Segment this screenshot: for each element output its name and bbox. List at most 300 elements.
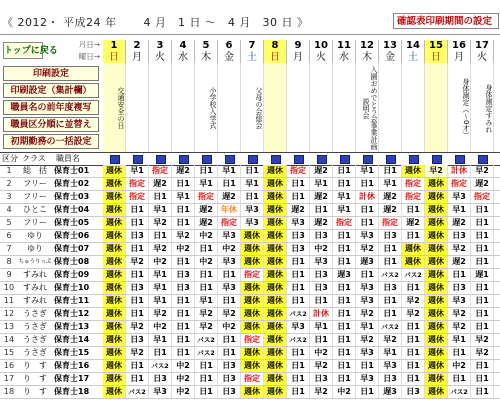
shift-cell[interactable]: 日1 bbox=[149, 191, 172, 203]
shift-cell[interactable]: 早1 bbox=[149, 204, 172, 216]
shift-cell[interactable]: 週休 bbox=[264, 373, 287, 385]
shift-cell[interactable]: 日3 bbox=[126, 334, 149, 346]
shift-cell[interactable]: 遅2 bbox=[195, 217, 218, 229]
shift-cell[interactable]: 週休 bbox=[264, 204, 287, 216]
shift-cell[interactable]: 遅2 bbox=[310, 191, 333, 203]
shift-cell[interactable]: 早1 bbox=[310, 178, 333, 190]
shift-cell[interactable]: 早1 bbox=[448, 334, 471, 346]
shift-cell[interactable]: 遅3 bbox=[356, 256, 379, 268]
shift-cell[interactable]: 早2 bbox=[402, 308, 425, 320]
shift-cell[interactable]: 日1 bbox=[172, 321, 195, 333]
shift-cell[interactable]: 早2 bbox=[149, 217, 172, 229]
shift-cell[interactable]: 遅2 bbox=[471, 178, 494, 190]
shift-cell[interactable]: 週休 bbox=[264, 308, 287, 320]
shift-cell[interactable]: 日1 bbox=[241, 165, 264, 177]
shift-cell[interactable]: 中2 bbox=[195, 256, 218, 268]
shift-cell[interactable]: 遅2 bbox=[195, 204, 218, 216]
shift-cell[interactable]: 日1 bbox=[126, 373, 149, 385]
shift-cell[interactable]: 中2 bbox=[172, 360, 195, 372]
shift-cell[interactable]: 早2 bbox=[149, 243, 172, 255]
shift-cell[interactable]: 週休 bbox=[264, 165, 287, 177]
shift-cell[interactable]: 早2 bbox=[448, 308, 471, 320]
shift-cell[interactable]: 指定 bbox=[126, 191, 149, 203]
shift-cell[interactable]: 日1 bbox=[333, 308, 356, 320]
shift-cell[interactable]: 週休 bbox=[241, 282, 264, 294]
shift-cell[interactable]: 週休 bbox=[103, 256, 126, 268]
shift-cell[interactable]: 早2 bbox=[126, 321, 149, 333]
shift-cell[interactable]: 早2 bbox=[126, 256, 149, 268]
shift-cell[interactable]: 早2 bbox=[471, 347, 494, 359]
class-cell[interactable]: り す bbox=[23, 374, 47, 383]
shift-cell[interactable]: 日1 bbox=[448, 269, 471, 281]
shift-cell[interactable]: 中2 bbox=[218, 321, 241, 333]
shift-cell[interactable]: 週休 bbox=[103, 373, 126, 385]
event-cell-2[interactable] bbox=[126, 63, 149, 153]
shift-cell[interactable]: 週休 bbox=[402, 243, 425, 255]
shift-cell[interactable]: 早3 bbox=[356, 373, 379, 385]
shift-cell[interactable]: 日1 bbox=[126, 308, 149, 320]
shift-cell[interactable]: 週休 bbox=[103, 308, 126, 320]
shift-cell[interactable]: 週休 bbox=[264, 178, 287, 190]
shift-cell[interactable]: 週休 bbox=[425, 347, 448, 359]
shift-cell[interactable]: 週休 bbox=[103, 347, 126, 359]
shift-cell[interactable]: 週休 bbox=[103, 386, 126, 398]
shift-cell[interactable]: 日1 bbox=[195, 360, 218, 372]
class-cell[interactable]: ゆり bbox=[27, 231, 43, 240]
class-cell[interactable]: り す bbox=[23, 387, 47, 396]
shift-cell[interactable]: 週休 bbox=[103, 165, 126, 177]
shift-cell[interactable]: 中2 bbox=[448, 360, 471, 372]
shift-cell[interactable]: 指定 bbox=[126, 178, 149, 190]
shift-cell[interactable]: 週休 bbox=[264, 243, 287, 255]
column-setting-icon[interactable] bbox=[133, 155, 143, 164]
shift-cell[interactable]: 週休 bbox=[264, 295, 287, 307]
shift-cell[interactable]: 早3 bbox=[287, 321, 310, 333]
shift-cell[interactable]: 日1 bbox=[379, 295, 402, 307]
shift-cell[interactable]: 早2 bbox=[172, 230, 195, 242]
shift-cell[interactable]: 日1 bbox=[356, 386, 379, 398]
shift-cell[interactable]: 遅2 bbox=[379, 204, 402, 216]
shift-cell[interactable]: 中2 bbox=[172, 386, 195, 398]
shift-cell[interactable]: 日1 bbox=[333, 347, 356, 359]
shift-cell[interactable]: 日1 bbox=[126, 295, 149, 307]
shift-cell[interactable]: 週休 bbox=[425, 269, 448, 281]
shift-cell[interactable]: 日1 bbox=[471, 321, 494, 333]
shift-cell[interactable]: 週休 bbox=[425, 295, 448, 307]
shift-cell[interactable]: 早1 bbox=[333, 191, 356, 203]
staff-name-cell[interactable]: 保育士07 bbox=[54, 244, 90, 253]
shift-cell[interactable]: 日1 bbox=[471, 295, 494, 307]
shift-cell[interactable]: 日1 bbox=[195, 386, 218, 398]
class-cell[interactable]: フリー bbox=[23, 179, 47, 188]
shift-cell[interactable]: パス2 bbox=[287, 308, 310, 320]
shift-cell[interactable]: 日1 bbox=[333, 334, 356, 346]
shift-cell[interactable]: 日1 bbox=[172, 347, 195, 359]
shift-cell[interactable]: 日1 bbox=[402, 347, 425, 359]
shift-cell[interactable]: 日1 bbox=[379, 243, 402, 255]
shift-cell[interactable]: 週休 bbox=[264, 269, 287, 281]
shift-cell[interactable]: 日1 bbox=[287, 347, 310, 359]
staff-name-cell[interactable]: 保育士17 bbox=[54, 374, 90, 383]
shift-cell[interactable]: 日1 bbox=[333, 243, 356, 255]
shift-cell[interactable]: 早3 bbox=[310, 256, 333, 268]
event-cell-9[interactable] bbox=[287, 63, 310, 153]
shift-cell[interactable]: 指定 bbox=[287, 165, 310, 177]
shift-cell[interactable]: 日3 bbox=[149, 373, 172, 385]
shift-cell[interactable]: 週休 bbox=[103, 360, 126, 372]
shift-cell[interactable]: 週休 bbox=[425, 360, 448, 372]
shift-cell[interactable]: 遅2 bbox=[149, 178, 172, 190]
class-cell[interactable]: り す bbox=[23, 361, 47, 370]
shift-cell[interactable]: 週休 bbox=[425, 243, 448, 255]
shift-cell[interactable]: パス2 bbox=[126, 386, 149, 398]
shift-cell[interactable]: 指定 bbox=[379, 217, 402, 229]
shift-cell[interactable]: 週休 bbox=[425, 334, 448, 346]
shift-cell[interactable]: 日3 bbox=[218, 386, 241, 398]
shift-cell[interactable]: パス2 bbox=[379, 321, 402, 333]
column-setting-icon[interactable] bbox=[156, 155, 166, 164]
shift-cell[interactable]: 日3 bbox=[310, 230, 333, 242]
shift-cell[interactable]: 日3 bbox=[172, 269, 195, 281]
staff-name-cell[interactable]: 保育士11 bbox=[54, 296, 90, 305]
shift-cell[interactable]: 日1 bbox=[287, 373, 310, 385]
shift-cell[interactable]: 日1 bbox=[241, 191, 264, 203]
shift-cell[interactable]: 日1 bbox=[195, 269, 218, 281]
shift-cell[interactable]: 日3 bbox=[218, 360, 241, 372]
shift-cell[interactable]: 早1 bbox=[195, 295, 218, 307]
shift-cell[interactable]: 中2 bbox=[149, 321, 172, 333]
shift-cell[interactable]: 日3 bbox=[126, 282, 149, 294]
shift-cell[interactable]: 早3 bbox=[287, 217, 310, 229]
shift-cell[interactable]: 日1 bbox=[218, 295, 241, 307]
shift-cell[interactable]: 日1 bbox=[287, 295, 310, 307]
shift-cell[interactable]: 早2 bbox=[195, 321, 218, 333]
class-cell[interactable]: フリー bbox=[23, 192, 47, 201]
shift-cell[interactable]: 早2 bbox=[356, 334, 379, 346]
shift-cell[interactable]: 日3 bbox=[218, 373, 241, 385]
shift-cell[interactable]: 日1 bbox=[195, 243, 218, 255]
shift-cell[interactable]: 早1 bbox=[126, 165, 149, 177]
shift-cell[interactable]: 日1 bbox=[126, 360, 149, 372]
shift-cell[interactable]: 中2 bbox=[310, 347, 333, 359]
shift-cell[interactable]: 日1 bbox=[471, 217, 494, 229]
shift-cell[interactable]: 日1 bbox=[379, 256, 402, 268]
shift-cell[interactable]: 遅2 bbox=[218, 191, 241, 203]
shift-cell[interactable]: 指定 bbox=[402, 191, 425, 203]
shift-cell[interactable]: 週休 bbox=[264, 191, 287, 203]
shift-cell[interactable]: 早1 bbox=[333, 204, 356, 216]
event-cell-4[interactable] bbox=[172, 63, 195, 153]
shift-cell[interactable]: 早2 bbox=[356, 308, 379, 320]
staff-name-cell[interactable]: 保育士09 bbox=[54, 270, 90, 279]
shift-cell[interactable]: 日1 bbox=[172, 204, 195, 216]
staff-name-cell[interactable]: 保育士01 bbox=[54, 166, 90, 175]
event-cell-10[interactable] bbox=[310, 63, 333, 153]
shift-cell[interactable]: 週休 bbox=[241, 256, 264, 268]
shift-cell[interactable]: 週休 bbox=[241, 243, 264, 255]
shift-cell[interactable]: 早1 bbox=[379, 347, 402, 359]
shift-cell[interactable]: 日3 bbox=[379, 230, 402, 242]
shift-cell[interactable]: 日1 bbox=[333, 282, 356, 294]
shift-cell[interactable]: 早1 bbox=[379, 178, 402, 190]
print-period-button[interactable]: 確認表印刷期間の設定 bbox=[393, 13, 499, 29]
shift-cell[interactable]: 日1 bbox=[333, 360, 356, 372]
staff-name-cell[interactable]: 保育士14 bbox=[54, 335, 90, 344]
shift-cell[interactable]: 日1 bbox=[218, 269, 241, 281]
shift-cell[interactable]: 早2 bbox=[402, 295, 425, 307]
class-cell[interactable]: すみれ bbox=[23, 270, 47, 279]
shift-cell[interactable]: 遅2 bbox=[448, 256, 471, 268]
shift-cell[interactable]: 指定 bbox=[241, 334, 264, 346]
shift-cell[interactable]: パス2 bbox=[149, 360, 172, 372]
shift-cell[interactable]: 週休 bbox=[264, 334, 287, 346]
shift-cell[interactable]: 日3 bbox=[310, 373, 333, 385]
shift-cell[interactable]: 週休 bbox=[241, 295, 264, 307]
shift-cell[interactable]: 日1 bbox=[287, 178, 310, 190]
shift-cell[interactable]: 日1 bbox=[333, 230, 356, 242]
shift-cell[interactable]: 早1 bbox=[149, 269, 172, 281]
shift-cell[interactable]: 週休 bbox=[264, 386, 287, 398]
shift-cell[interactable]: 日1 bbox=[310, 295, 333, 307]
shift-cell[interactable]: 日1 bbox=[379, 308, 402, 320]
shift-cell[interactable]: パス2 bbox=[195, 347, 218, 359]
class-cell[interactable]: うさぎ bbox=[23, 309, 47, 318]
shift-cell[interactable]: 週休 bbox=[103, 243, 126, 255]
shift-cell[interactable]: 週休 bbox=[103, 230, 126, 242]
shift-cell[interactable]: 計休 bbox=[448, 165, 471, 177]
print-settings-button[interactable]: 印刷設定 bbox=[3, 66, 99, 81]
event-cell-8[interactable] bbox=[264, 63, 287, 153]
shift-cell[interactable]: 週休 bbox=[425, 204, 448, 216]
event-cell-14[interactable] bbox=[402, 63, 425, 153]
shift-cell[interactable]: 週休 bbox=[425, 230, 448, 242]
shift-cell[interactable]: 週休 bbox=[103, 191, 126, 203]
shift-cell[interactable]: 早2 bbox=[126, 347, 149, 359]
shift-cell[interactable]: 日1 bbox=[218, 347, 241, 359]
shift-cell[interactable]: 日3 bbox=[379, 373, 402, 385]
shift-cell[interactable]: 早2 bbox=[356, 243, 379, 255]
shift-cell[interactable]: 日1 bbox=[195, 282, 218, 294]
shift-cell[interactable]: 日1 bbox=[172, 217, 195, 229]
shift-cell[interactable]: 日1 bbox=[333, 165, 356, 177]
staff-name-cell[interactable]: 保育士03 bbox=[54, 192, 90, 201]
shift-cell[interactable]: パス2 bbox=[195, 334, 218, 346]
shift-cell[interactable]: 日1 bbox=[149, 347, 172, 359]
shift-cell[interactable]: 計休 bbox=[356, 191, 379, 203]
shift-cell[interactable]: 週休 bbox=[241, 321, 264, 333]
shift-cell[interactable]: 日3 bbox=[448, 282, 471, 294]
shift-cell[interactable]: 日1 bbox=[471, 373, 494, 385]
shift-cell[interactable]: 週休 bbox=[425, 178, 448, 190]
shift-cell[interactable]: 遅2 bbox=[287, 204, 310, 216]
shift-cell[interactable]: 早3 bbox=[218, 230, 241, 242]
column-setting-icon[interactable] bbox=[409, 155, 419, 164]
shift-cell[interactable]: 日1 bbox=[149, 230, 172, 242]
shift-cell[interactable]: 週休 bbox=[425, 386, 448, 398]
shift-cell[interactable]: 日3 bbox=[126, 230, 149, 242]
column-setting-icon[interactable] bbox=[340, 155, 350, 164]
shift-cell[interactable]: 週休 bbox=[264, 347, 287, 359]
sort-by-category-button[interactable]: 職員区分順に並替え bbox=[3, 117, 99, 132]
shift-cell[interactable]: 早3 bbox=[356, 230, 379, 242]
shift-cell[interactable]: 早2 bbox=[471, 334, 494, 346]
shift-cell[interactable]: 早2 bbox=[379, 334, 402, 346]
shift-cell[interactable]: 遅2 bbox=[310, 165, 333, 177]
shift-cell[interactable]: 日3 bbox=[172, 282, 195, 294]
column-setting-icon[interactable] bbox=[455, 155, 465, 164]
shift-cell[interactable]: 指定 bbox=[195, 191, 218, 203]
shift-cell[interactable]: 早2 bbox=[149, 308, 172, 320]
column-setting-icon[interactable] bbox=[248, 155, 258, 164]
staff-name-cell[interactable]: 保育士15 bbox=[54, 348, 90, 357]
shift-cell[interactable]: 早2 bbox=[195, 308, 218, 320]
shift-cell[interactable]: 日1 bbox=[126, 243, 149, 255]
shift-cell[interactable]: 日1 bbox=[379, 165, 402, 177]
shift-cell[interactable]: 日1 bbox=[333, 373, 356, 385]
shift-cell[interactable]: 日1 bbox=[172, 178, 195, 190]
shift-cell[interactable]: 中2 bbox=[333, 386, 356, 398]
shift-cell[interactable]: 日1 bbox=[402, 204, 425, 216]
shift-cell[interactable]: 日3 bbox=[287, 230, 310, 242]
shift-cell[interactable]: 中2 bbox=[149, 256, 172, 268]
staff-name-cell[interactable]: 保育士18 bbox=[54, 387, 90, 396]
shift-cell[interactable]: 早1 bbox=[241, 178, 264, 190]
shift-cell[interactable]: 早3 bbox=[241, 204, 264, 216]
shift-cell[interactable]: 週休 bbox=[103, 204, 126, 216]
staff-name-cell[interactable]: 保育士12 bbox=[54, 309, 90, 318]
shift-cell[interactable]: 週休 bbox=[103, 334, 126, 346]
shift-cell[interactable]: 早3 bbox=[218, 282, 241, 294]
staff-name-cell[interactable]: 保育士02 bbox=[54, 179, 90, 188]
column-setting-icon[interactable] bbox=[317, 155, 327, 164]
shift-cell[interactable]: 早1 bbox=[149, 282, 172, 294]
shift-cell[interactable]: 日1 bbox=[126, 217, 149, 229]
staff-name-cell[interactable]: 保育士04 bbox=[54, 205, 90, 214]
shift-cell[interactable]: 日1 bbox=[471, 230, 494, 242]
shift-cell[interactable]: 日1 bbox=[471, 282, 494, 294]
shift-cell[interactable]: 日1 bbox=[172, 295, 195, 307]
shift-cell[interactable]: 計休 bbox=[310, 308, 333, 320]
shift-cell[interactable]: 早2 bbox=[218, 308, 241, 320]
shift-cell[interactable]: 指定 bbox=[218, 217, 241, 229]
column-setting-icon[interactable] bbox=[386, 155, 396, 164]
column-setting-icon[interactable] bbox=[202, 155, 212, 164]
shift-cell[interactable]: 日1 bbox=[402, 373, 425, 385]
shift-cell[interactable]: 週休 bbox=[425, 191, 448, 203]
shift-cell[interactable]: 日1 bbox=[402, 321, 425, 333]
shift-cell[interactable]: 中2 bbox=[172, 373, 195, 385]
shift-cell[interactable]: 週休 bbox=[241, 230, 264, 242]
shift-cell[interactable]: 遅2 bbox=[172, 165, 195, 177]
column-setting-icon[interactable] bbox=[294, 155, 304, 164]
shift-cell[interactable]: 週休 bbox=[241, 347, 264, 359]
shift-cell[interactable]: 週休 bbox=[241, 386, 264, 398]
shift-cell[interactable]: 早1 bbox=[310, 321, 333, 333]
shift-cell[interactable]: 中2 bbox=[172, 243, 195, 255]
shift-cell[interactable]: 早1 bbox=[218, 165, 241, 177]
shift-cell[interactable]: パス2 bbox=[448, 386, 471, 398]
shift-cell[interactable]: 早3 bbox=[379, 360, 402, 372]
event-cell-6[interactable] bbox=[218, 63, 241, 153]
shift-cell[interactable]: 週休 bbox=[264, 217, 287, 229]
shift-cell[interactable]: 週休 bbox=[425, 308, 448, 320]
copy-prev-year-button[interactable]: 職員名の前年度複写 bbox=[3, 100, 99, 115]
shift-cell[interactable]: 指定 bbox=[241, 373, 264, 385]
shift-cell[interactable]: 指定 bbox=[471, 191, 494, 203]
event-cell-3[interactable] bbox=[149, 63, 172, 153]
staff-name-cell[interactable]: 保育士13 bbox=[54, 322, 90, 331]
shift-cell[interactable]: 指定 bbox=[402, 178, 425, 190]
back-to-top-button[interactable]: トップに戻る bbox=[3, 42, 43, 59]
shift-cell[interactable]: 週休 bbox=[425, 282, 448, 294]
shift-cell[interactable]: 早2 bbox=[310, 360, 333, 372]
class-cell[interactable]: うさぎ bbox=[23, 322, 47, 331]
class-cell[interactable]: フリー bbox=[23, 218, 47, 227]
staff-name-cell[interactable]: 保育士06 bbox=[54, 231, 90, 240]
shift-cell[interactable]: 日3 bbox=[287, 243, 310, 255]
shift-cell[interactable]: 日1 bbox=[356, 217, 379, 229]
shift-cell[interactable]: 早3 bbox=[149, 386, 172, 398]
class-cell[interactable]: 総 括 bbox=[23, 166, 47, 175]
shift-cell[interactable]: パス2 bbox=[402, 269, 425, 281]
shift-cell[interactable]: 早2 bbox=[448, 243, 471, 255]
shift-cell[interactable]: 日1 bbox=[287, 386, 310, 398]
shift-cell[interactable]: 早2 bbox=[471, 165, 494, 177]
staff-name-cell[interactable]: 保育士10 bbox=[54, 283, 90, 292]
event-cell-16[interactable]: 身体測定（〜0才） bbox=[448, 63, 471, 153]
shift-cell[interactable]: 日1 bbox=[333, 321, 356, 333]
shift-cell[interactable]: 日3 bbox=[310, 282, 333, 294]
shift-cell[interactable]: 週休 bbox=[425, 217, 448, 229]
shift-cell[interactable]: 日1 bbox=[402, 334, 425, 346]
shift-cell[interactable]: 週休 bbox=[103, 217, 126, 229]
shift-cell[interactable]: 日1 bbox=[471, 243, 494, 255]
shift-cell[interactable]: 週休 bbox=[103, 282, 126, 294]
shift-cell[interactable]: 遅2 bbox=[379, 191, 402, 203]
shift-cell[interactable]: 日1 bbox=[287, 269, 310, 281]
shift-cell[interactable]: 中2 bbox=[310, 243, 333, 255]
shift-cell[interactable]: 中2 bbox=[218, 243, 241, 255]
shift-cell[interactable]: 週休 bbox=[402, 165, 425, 177]
event-cell-15[interactable] bbox=[425, 63, 448, 153]
shift-cell[interactable]: 週休 bbox=[264, 230, 287, 242]
shift-cell[interactable]: 週休 bbox=[241, 308, 264, 320]
shift-cell[interactable]: 早2 bbox=[425, 165, 448, 177]
shift-cell[interactable]: 早3 bbox=[356, 282, 379, 294]
class-cell[interactable]: ひとこ bbox=[23, 205, 47, 214]
shift-cell[interactable]: 週休 bbox=[264, 282, 287, 294]
shift-cell[interactable]: 日1 bbox=[356, 360, 379, 372]
shift-cell[interactable]: 早3 bbox=[448, 295, 471, 307]
shift-cell[interactable]: 日1 bbox=[218, 334, 241, 346]
shift-cell[interactable]: 日1 bbox=[333, 256, 356, 268]
shift-cell[interactable]: 日1 bbox=[310, 334, 333, 346]
shift-cell[interactable]: 週休 bbox=[264, 321, 287, 333]
shift-cell[interactable]: 日3 bbox=[448, 230, 471, 242]
shift-cell[interactable]: 週休 bbox=[264, 360, 287, 372]
shift-cell[interactable]: 中2 bbox=[195, 230, 218, 242]
shift-cell[interactable]: 日1 bbox=[356, 269, 379, 281]
shift-cell[interactable]: 日1 bbox=[310, 204, 333, 216]
event-cell-17[interactable]: 身体測定すみれ bbox=[471, 63, 494, 153]
staff-name-cell[interactable]: 保育士16 bbox=[54, 361, 90, 370]
shift-cell[interactable]: 日1 bbox=[218, 178, 241, 190]
shift-cell[interactable]: 日1 bbox=[195, 165, 218, 177]
event-cell-11[interactable] bbox=[333, 63, 356, 153]
shift-cell[interactable]: 週休 bbox=[264, 256, 287, 268]
shift-cell[interactable]: 日1 bbox=[195, 373, 218, 385]
staff-name-cell[interactable]: 保育士05 bbox=[54, 218, 90, 227]
